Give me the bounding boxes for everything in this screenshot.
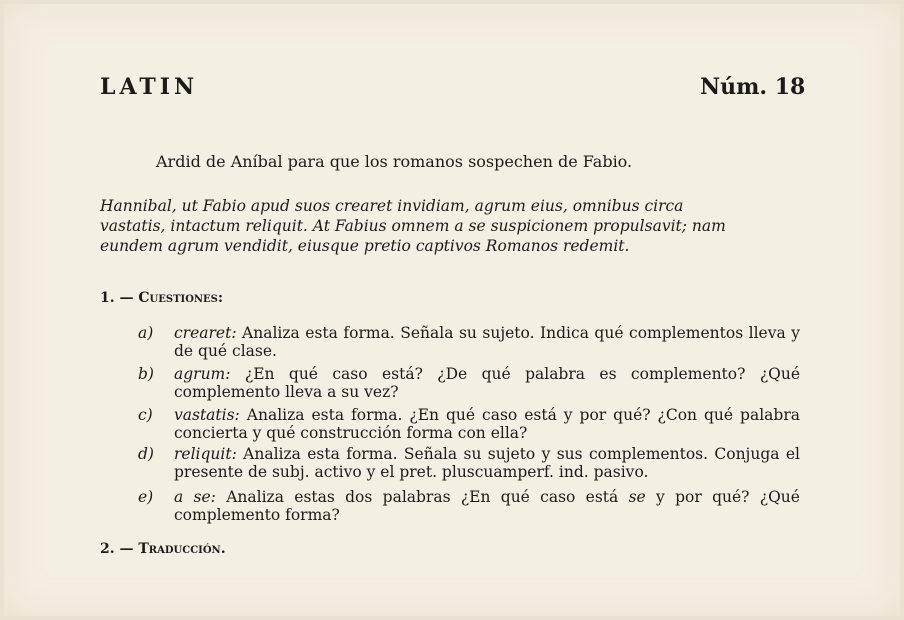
section-label: Traducción.: [138, 541, 226, 557]
section-questions-heading: [100, 290, 223, 306]
question-keyword: agrum:: [174, 365, 231, 383]
latin-line: eundem agrum vendidit, eiusque pretio captivos Romanos redemit.: [100, 237, 630, 255]
question-body: [174, 445, 800, 481]
question-label: e): [138, 488, 154, 506]
question-keyword: a se:: [174, 488, 216, 506]
question-body: [174, 365, 800, 401]
question-label: a): [138, 324, 154, 342]
question-body: [174, 488, 800, 524]
question-text-italic: se: [628, 488, 646, 506]
question-label: b): [138, 365, 154, 383]
question-keyword: crearet:: [174, 324, 237, 342]
section-translation-heading: [100, 541, 226, 557]
question-e: [138, 488, 800, 524]
question-label: c): [138, 406, 153, 424]
exam-sheet: [4, 4, 900, 616]
question-text: Analiza esta forma. Señala su sujeto. Indica qué complementos lleva y de qué clase.: [174, 324, 800, 360]
question-text: y por qué? ¿Qué complemento forma?: [174, 488, 800, 524]
question-text: ¿En qué caso está? ¿De qué palabra es complemento? ¿Qué complemento lleva a su vez?: [174, 365, 800, 401]
question-b: [138, 365, 800, 401]
section-number: 2. —: [100, 541, 134, 557]
question-body: [174, 406, 800, 442]
exam-number: Núm. 18: [700, 74, 806, 100]
question-text: Analiza esta forma. Señala su sujeto y sus complementos. Conjuga el presente de subj. activo y el pret. pluscuamperf. ind. pasivo.: [174, 445, 800, 481]
exercise-title: Ardid de Aníbal para que los romanos sospechen de Fabio.: [156, 152, 633, 171]
question-body: [174, 324, 800, 360]
question-d: [138, 445, 800, 481]
subject-heading: LATIN: [100, 74, 199, 100]
question-text: Analiza esta forma. ¿En qué caso está y por qué? ¿Con qué palabra concierta y qué construcción forma con ella?: [174, 406, 800, 442]
latin-line: vastatis, intactum reliquit. At Fabius omnem a se suspicionem propulsavit; nam: [100, 217, 726, 235]
latin-line: Hannibal, ut Fabio apud suos crearet invidiam, agrum eius, omnibus circa: [100, 197, 684, 215]
question-label: d): [138, 445, 154, 463]
question-keyword: reliquit:: [174, 445, 237, 463]
question-text: Analiza estas dos palabras ¿En qué caso está: [215, 488, 629, 506]
question-keyword: vastatis:: [174, 406, 240, 424]
question-c: [138, 406, 800, 442]
latin-passage: [100, 196, 800, 256]
section-number: 1. —: [100, 290, 134, 306]
section-label: Cuestiones:: [138, 290, 224, 306]
question-a: [138, 324, 800, 360]
